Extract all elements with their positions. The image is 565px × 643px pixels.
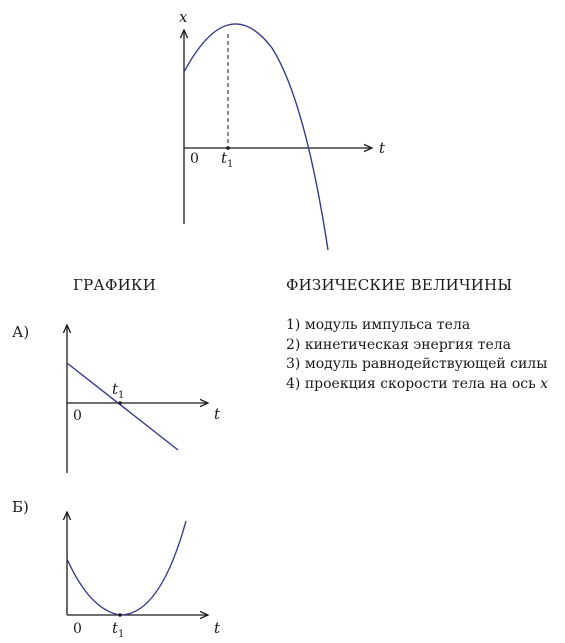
graph-a-curve xyxy=(67,363,178,450)
quantity-item: 2) кинетическая энергия тела xyxy=(286,336,511,353)
graph-b-x-axis-label: t xyxy=(214,619,221,637)
main-y-axis-label: x xyxy=(179,8,188,26)
quantity-item: 1) модуль импульса тела xyxy=(286,317,471,333)
main-x-axis-label: t xyxy=(379,139,386,157)
graph-a-t1-point xyxy=(118,401,122,405)
main-t1-label: $t_1$ xyxy=(221,149,234,170)
graph-b-t1-label: $t_1$ xyxy=(112,619,125,640)
quantity-item: 3) модуль равнодействующей силы xyxy=(286,356,548,372)
graph-a-label: А) xyxy=(12,323,30,341)
graph-a-x-axis-label: t xyxy=(214,405,221,423)
graph-b-t1-point xyxy=(118,613,122,617)
graph-a-origin-label: 0 xyxy=(73,408,82,424)
graph-b xyxy=(12,498,221,640)
graphs-header: ГРАФИКИ xyxy=(73,276,157,294)
main-curve xyxy=(184,24,328,250)
quantities-list xyxy=(286,316,548,394)
graph-b-label: Б) xyxy=(12,498,29,516)
quantities-header: ФИЗИЧЕСКИЕ ВЕЛИЧИНЫ xyxy=(286,276,513,294)
main-origin-label: 0 xyxy=(190,151,199,167)
graph-b-curve xyxy=(67,521,186,615)
graph-a-t1-label: $t_1$ xyxy=(112,380,125,401)
graph-b-origin-label: 0 xyxy=(73,621,82,637)
main-graph xyxy=(179,8,386,250)
graph-a xyxy=(12,323,221,473)
quantity-item: 4) проекция скорости тела на ось x xyxy=(286,375,549,392)
